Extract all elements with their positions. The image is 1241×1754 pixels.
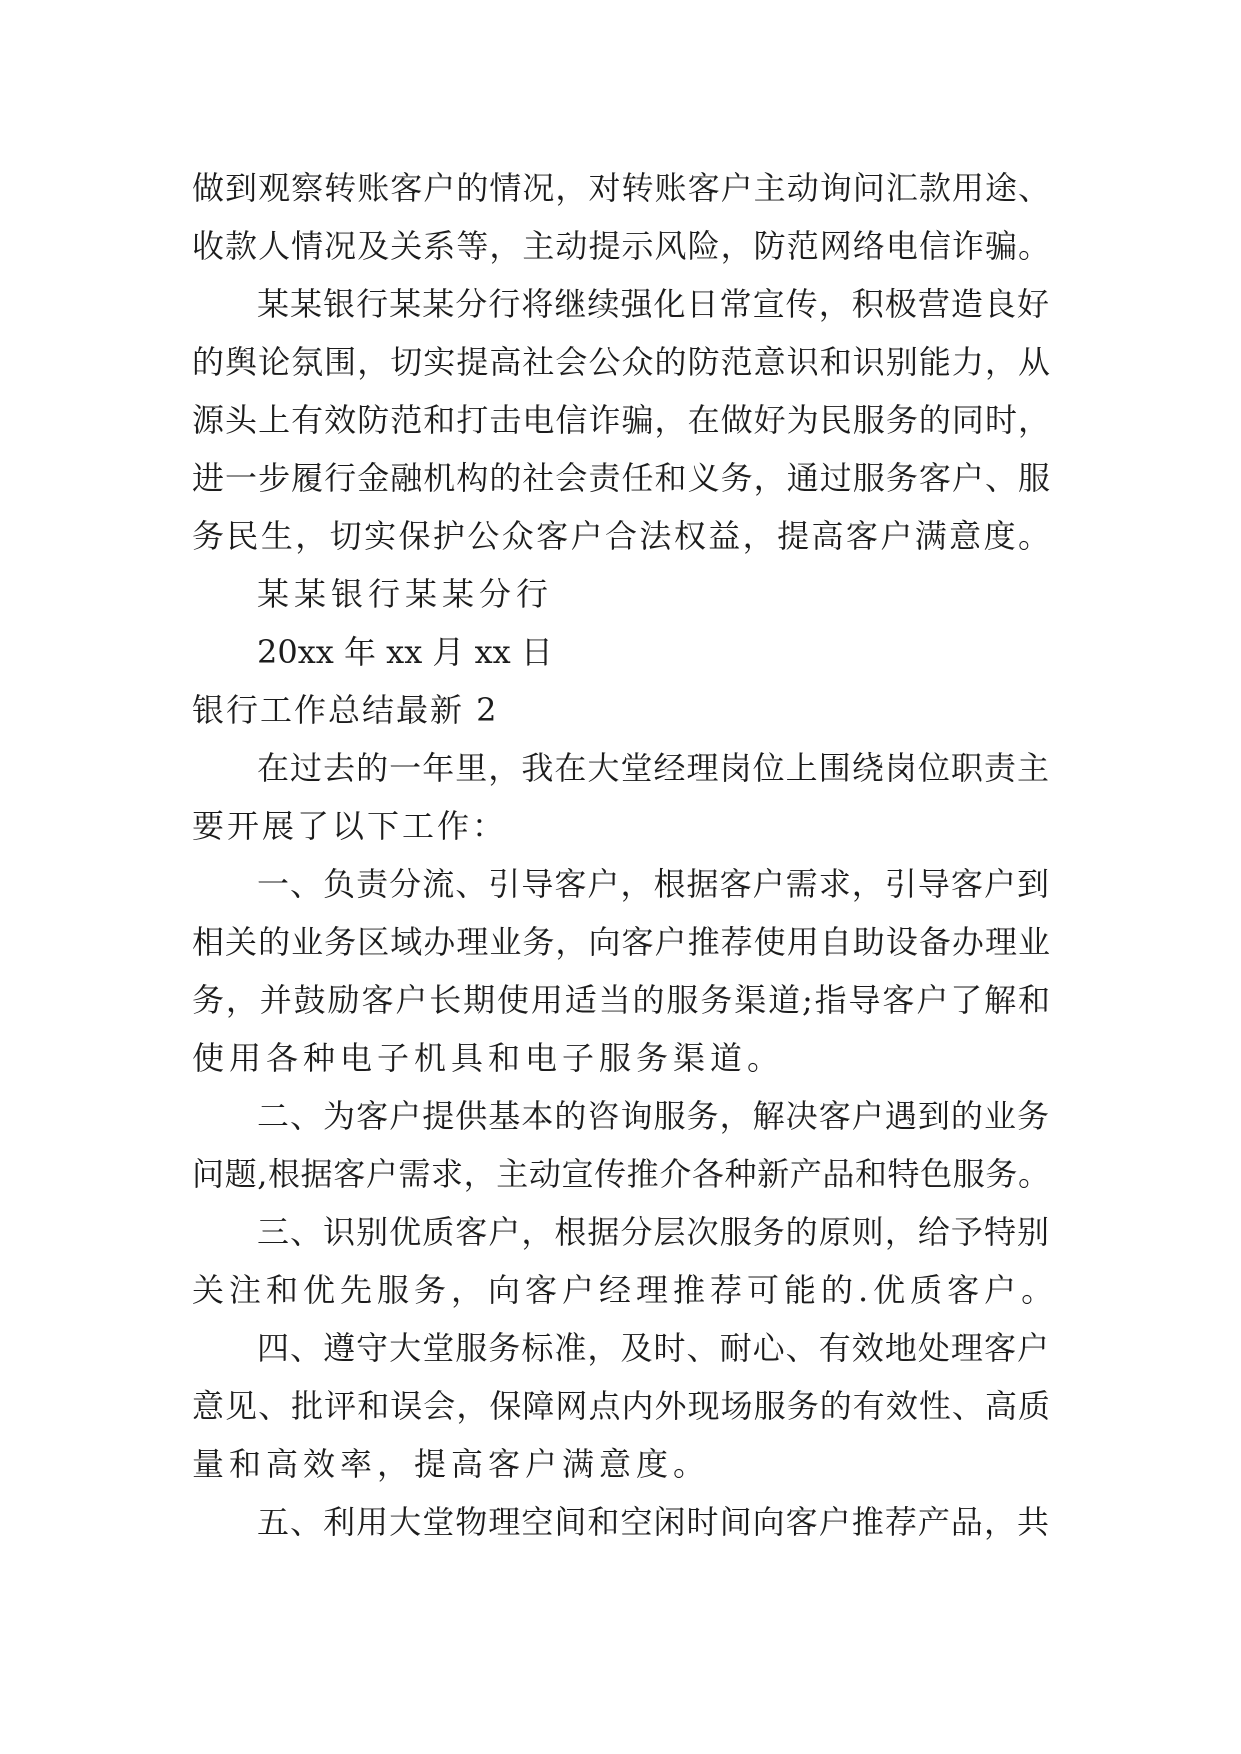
text-line: 问题,根据客户需求，主动宣传推介各种新产品和特色服务。	[192, 1155, 1050, 1193]
text-line: 进一步履行金融机构的社会责任和义务，通过服务客户、服	[192, 459, 1050, 497]
text-line: 收款人情况及关系等，主动提示风险，防范网络电信诈骗。	[192, 227, 1050, 265]
text-line: 某某银行某某分行将继续强化日常宣传，积极营造良好	[257, 285, 1049, 323]
text-line: 在过去的一年里，我在大堂经理岗位上围绕岗位职责主	[257, 749, 1049, 787]
text-line: 务，并鼓励客户长期使用适当的服务渠道;指导客户了解和	[192, 981, 1050, 1019]
text-line: 的舆论氛围，切实提高社会公众的防范意识和识别能力，从	[192, 343, 1050, 381]
text-line: 五、利用大堂物理空间和空闲时间向客户推荐产品，共	[257, 1503, 1049, 1541]
text-line: 相关的业务区域办理业务，向客户推荐使用自助设备办理业	[192, 923, 1050, 961]
text-line: 关注和优先服务，向客户经理推荐可能的.优质客户。	[192, 1271, 1059, 1309]
section-title: 银行工作总结最新 2	[192, 691, 499, 729]
text-line: 一、负责分流、引导客户，根据客户需求，引导客户到	[257, 865, 1049, 903]
signature-date: 20xx 年 xx 月 xx 日	[257, 633, 553, 671]
text-line: 源头上有效防范和打击电信诈骗，在做好为民服务的同时，	[192, 401, 1050, 439]
signature-org: 某某银行某某分行	[257, 575, 554, 613]
text-line: 意见、批评和误会，保障网点内外现场服务的有效性、高质	[192, 1387, 1050, 1425]
text-line: 二、为客户提供基本的咨询服务，解决客户遇到的业务	[257, 1097, 1049, 1135]
text-line: 四、遵守大堂服务标准，及时、耐心、有效地处理客户	[257, 1329, 1049, 1367]
text-line: 三、识别优质客户，根据分层次服务的原则，给予特别	[257, 1213, 1049, 1251]
text-line: 要开展了以下工作：	[192, 807, 508, 845]
text-line: 使用各种电子机具和电子服务渠道。	[192, 1039, 785, 1077]
text-line: 量和高效率，提高客户满意度。	[192, 1445, 711, 1483]
text-line: 做到观察转账客户的情况，对转账客户主动询问汇款用途、	[192, 169, 1050, 207]
text-line: 务民生，切实保护公众客户合法权益，提高客户满意度。	[192, 517, 1050, 555]
